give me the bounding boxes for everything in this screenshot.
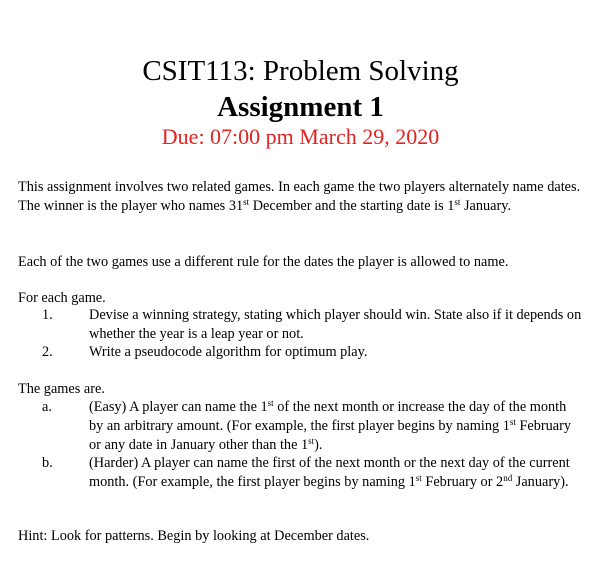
game-a-sup-3: st [308,436,315,446]
game-a-text-1: (Easy) A player can name the 1 [89,399,268,415]
game-text-a [89,398,583,455]
course-title: CSIT113: Problem Solving [142,55,459,87]
game-text-b [89,454,583,492]
intro-paragraph [18,178,588,216]
rules-paragraph: Each of the two games use a different rule for the dates the player is allowed to name. [18,254,509,270]
intro-sup-1: st [243,197,250,207]
assignment-title: Assignment 1 [217,91,384,123]
task-text-2: Write a pseudocode algorithm for optimum play. [89,344,368,360]
task-marker-2: 2. [42,344,53,360]
game-b-text-1: (Harder) A player can name the first of the next month or the next day of the current month. (For example, the first player begins by naming 1 [89,455,570,490]
game-a-text-2: of the next month or increase the day of the month by an arbitrary amount. (For example, the first player begins by naming 1 [89,399,567,434]
game-b-sup-1: st [415,473,422,483]
task-text-1: Devise a winning strategy, stating which player should win. State also if it depends on whether the year is a leap year or not. [89,307,582,342]
intro-sup-2: st [454,197,461,207]
hint: Hint: Look for patterns. Begin by looking at December dates. [18,528,370,544]
task-marker-1: 1. [42,307,53,323]
game-b-text-2: February or 2 [421,474,504,490]
due-date: Due: 07:00 pm March 29, 2020 [161,124,440,149]
game-b-text-3: January). [512,474,569,490]
games-lead: The games are. [18,381,105,397]
game-marker-a: a. [42,399,52,415]
intro-text-2: December and the starting date is 1 [249,198,455,214]
intro-text-1: This assignment involves two related games. In each game the two players alternately name dates. The winner is the player who names 31 [18,179,581,214]
game-a-sup-2: st [509,417,516,427]
game-marker-b: b. [42,455,53,471]
game-a-text-4: ). [314,437,323,453]
game-a-text-3: February or any date in January other than the 1 [89,418,572,453]
tasks-lead: For each game. [18,290,106,306]
game-b-sup-2: nd [503,473,513,483]
intro-text-3: January. [460,198,512,214]
game-a-sup-1: st [267,398,274,408]
